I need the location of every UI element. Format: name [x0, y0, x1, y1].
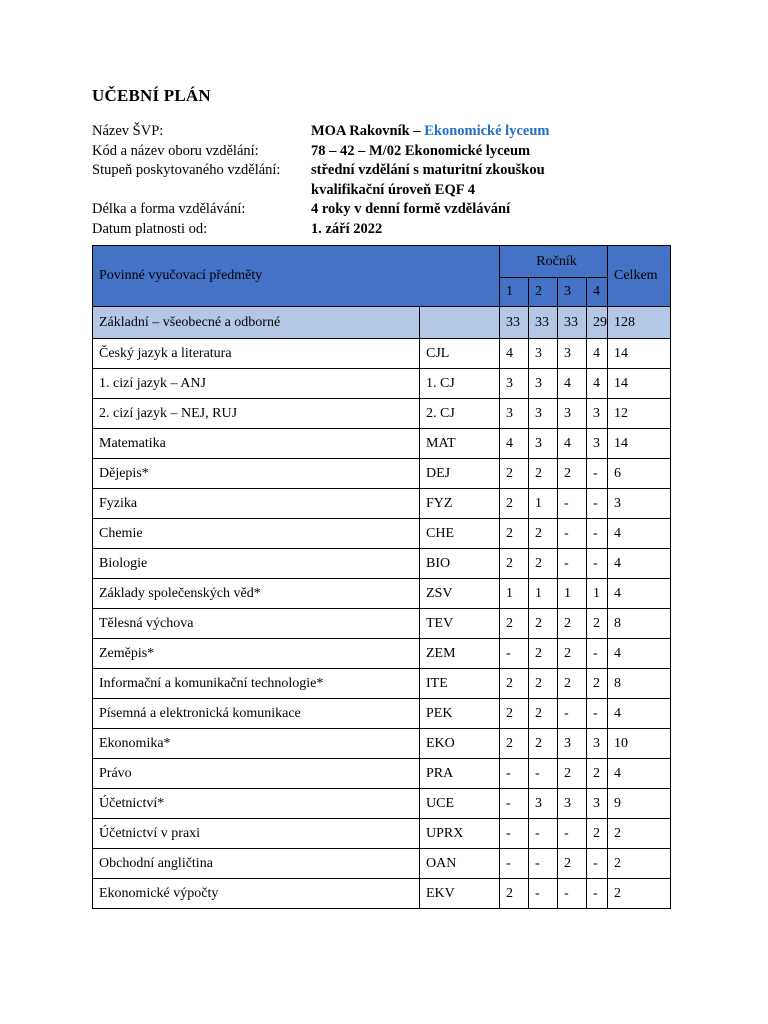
year-value-cell: 2 — [558, 669, 587, 699]
subject-cell: Obchodní angličtina — [93, 849, 420, 879]
subject-cell: Fyzika — [93, 489, 420, 519]
meta-value: 78 – 42 – M/02 Ekonomické lyceum — [311, 142, 531, 159]
year-value-cell: - — [558, 879, 587, 909]
code-cell: EKV — [420, 879, 500, 909]
total-cell: 3 — [608, 489, 671, 519]
meta-row — [92, 181, 692, 201]
table-row — [93, 339, 671, 369]
header-celkem: Celkem — [608, 246, 671, 307]
year-value-cell: 3 — [529, 429, 558, 459]
year-value-cell: 3 — [529, 369, 558, 399]
year-value-cell: 1 — [500, 579, 529, 609]
total-cell: 6 — [608, 459, 671, 489]
code-cell: MAT — [420, 429, 500, 459]
year-value-cell: - — [558, 489, 587, 519]
total-cell: 8 — [608, 609, 671, 639]
document-meta — [92, 122, 692, 239]
code-cell: FYZ — [420, 489, 500, 519]
code-cell: OAN — [420, 849, 500, 879]
table-header-row — [93, 246, 671, 278]
meta-label: Název ŠVP: — [92, 123, 164, 139]
meta-value-main: MOA Rakovník – — [311, 123, 425, 139]
year-value-cell: - — [587, 699, 608, 729]
total-cell: 4 — [608, 549, 671, 579]
year-value-cell: 2 — [500, 549, 529, 579]
year-value-cell: 3 — [529, 789, 558, 819]
year-value-cell: 2 — [558, 459, 587, 489]
table-row — [93, 369, 671, 399]
meta-value: kvalifikační úroveň EQF 4 — [311, 181, 475, 198]
year-value-cell: 4 — [558, 369, 587, 399]
table-row — [93, 789, 671, 819]
year-value-cell: 2 — [558, 639, 587, 669]
year-value-cell: - — [529, 819, 558, 849]
year-value-cell: 3 — [558, 339, 587, 369]
meta-value: střední vzdělání s maturitní zkouškou — [311, 162, 545, 178]
code-cell: UCE — [420, 789, 500, 819]
table-row — [93, 579, 671, 609]
year-value-cell: 3 — [558, 399, 587, 429]
subject-cell: Ekonomické výpočty — [93, 879, 420, 909]
subject-cell: 1. cizí jazyk – ANJ — [93, 369, 420, 399]
curriculum-table — [92, 245, 671, 909]
subject-cell: Účetnictví v praxi — [93, 819, 420, 849]
year-value-cell: 2 — [587, 759, 608, 789]
year-value-cell: 2 — [500, 729, 529, 759]
subject-cell: Právo — [93, 759, 420, 789]
year-value-cell: 1 — [587, 579, 608, 609]
group-name: Základní – všeobecné a odborné — [93, 307, 420, 339]
total-cell: 2 — [608, 849, 671, 879]
header-year: 3 — [558, 278, 587, 307]
table-row — [93, 699, 671, 729]
year-value-cell: 3 — [587, 729, 608, 759]
year-value-cell: 2 — [529, 609, 558, 639]
year-value-cell: 2 — [500, 669, 529, 699]
table-row — [93, 639, 671, 669]
meta-label — [92, 181, 311, 201]
code-cell: UPRX — [420, 819, 500, 849]
total-cell: 4 — [608, 639, 671, 669]
year-value-cell: 4 — [587, 369, 608, 399]
year-value-cell: 2 — [529, 639, 558, 669]
meta-label: Datum platnosti od: — [92, 220, 208, 237]
code-cell: EKO — [420, 729, 500, 759]
total-cell: 14 — [608, 339, 671, 369]
code-cell: PEK — [420, 699, 500, 729]
year-value-cell: 2 — [529, 459, 558, 489]
subject-cell: Dějepis* — [93, 459, 420, 489]
meta-value: 1. září 2022 — [311, 220, 383, 237]
group-value: 33 — [558, 307, 587, 339]
table-row — [93, 399, 671, 429]
total-cell: 9 — [608, 789, 671, 819]
year-value-cell: 3 — [500, 399, 529, 429]
year-value-cell: 2 — [500, 459, 529, 489]
table-row — [93, 489, 671, 519]
year-value-cell: 4 — [500, 429, 529, 459]
year-value-cell: - — [500, 639, 529, 669]
total-cell: 14 — [608, 429, 671, 459]
meta-label: Délka a forma vzdělávání: — [92, 201, 246, 217]
meta-row — [92, 142, 692, 162]
year-value-cell: - — [529, 849, 558, 879]
code-cell: CJL — [420, 339, 500, 369]
year-value-cell: 1 — [529, 579, 558, 609]
header-rocnik: Ročník — [500, 246, 608, 278]
year-value-cell: 2 — [558, 849, 587, 879]
meta-row — [92, 122, 692, 142]
year-value-cell: - — [587, 519, 608, 549]
code-cell: ITE — [420, 669, 500, 699]
table-row — [93, 519, 671, 549]
group-value: 29 — [587, 307, 608, 339]
subject-cell: Biologie — [93, 549, 420, 579]
table-row — [93, 669, 671, 699]
table-row — [93, 879, 671, 909]
header-year: 4 — [587, 278, 608, 307]
year-value-cell: - — [587, 489, 608, 519]
header-subjects: Povinné vyučovací předměty — [93, 246, 500, 307]
total-cell: 2 — [608, 879, 671, 909]
document-title: UČEBNÍ PLÁN — [92, 86, 211, 105]
subject-cell: Účetnictví* — [93, 789, 420, 819]
group-value: 33 — [529, 307, 558, 339]
year-value-cell: 2 — [587, 819, 608, 849]
subject-cell: Základy společenských věd* — [93, 579, 420, 609]
year-value-cell: - — [529, 879, 558, 909]
table-row — [93, 729, 671, 759]
table-row — [93, 459, 671, 489]
year-value-cell: - — [587, 459, 608, 489]
subject-cell: Český jazyk a literatura — [93, 339, 420, 369]
year-value-cell: - — [587, 849, 608, 879]
year-value-cell: 2 — [558, 759, 587, 789]
meta-value-accent: Ekonomické lyceum — [424, 123, 550, 139]
total-cell: 12 — [608, 399, 671, 429]
subject-cell: Tělesná výchova — [93, 609, 420, 639]
year-value-cell: 2 — [587, 669, 608, 699]
meta-label: Kód a název oboru vzdělání: — [92, 142, 259, 159]
year-value-cell: 2 — [529, 699, 558, 729]
total-cell: 4 — [608, 699, 671, 729]
total-cell: 4 — [608, 519, 671, 549]
code-cell: BIO — [420, 549, 500, 579]
subject-cell: Chemie — [93, 519, 420, 549]
year-value-cell: 3 — [558, 729, 587, 759]
code-cell: PRA — [420, 759, 500, 789]
total-cell: 4 — [608, 579, 671, 609]
year-value-cell: - — [587, 879, 608, 909]
table-row — [93, 819, 671, 849]
table-row — [93, 759, 671, 789]
code-cell: ZEM — [420, 639, 500, 669]
code-cell: CHE — [420, 519, 500, 549]
code-cell: ZSV — [420, 579, 500, 609]
year-value-cell: - — [500, 849, 529, 879]
subject-cell: Informační a komunikační technologie* — [93, 669, 420, 699]
meta-label: Stupeň poskytovaného vzdělání: — [92, 162, 281, 178]
group-total: 128 — [608, 307, 671, 339]
year-value-cell: 3 — [558, 789, 587, 819]
year-value-cell: 2 — [500, 519, 529, 549]
subject-cell: Písemná a elektronická komunikace — [93, 699, 420, 729]
year-value-cell: - — [558, 699, 587, 729]
group-row — [93, 307, 671, 339]
total-cell: 8 — [608, 669, 671, 699]
year-value-cell: 4 — [558, 429, 587, 459]
year-value-cell: 3 — [529, 399, 558, 429]
meta-row — [92, 220, 692, 240]
year-value-cell: 3 — [587, 399, 608, 429]
meta-row — [92, 161, 692, 181]
year-value-cell: 1 — [558, 579, 587, 609]
header-year: 1 — [500, 278, 529, 307]
year-value-cell: - — [500, 759, 529, 789]
year-value-cell: 3 — [587, 789, 608, 819]
code-cell: 2. CJ — [420, 399, 500, 429]
total-cell: 4 — [608, 759, 671, 789]
group-value: 33 — [500, 307, 529, 339]
meta-value: 4 roky v denní formě vzdělávání — [311, 201, 511, 217]
year-value-cell: - — [558, 519, 587, 549]
year-value-cell: - — [558, 819, 587, 849]
year-value-cell: 2 — [529, 519, 558, 549]
subject-cell: Matematika — [93, 429, 420, 459]
meta-value — [311, 122, 549, 142]
year-value-cell: 3 — [529, 339, 558, 369]
subject-cell: 2. cizí jazyk – NEJ, RUJ — [93, 399, 420, 429]
year-value-cell: 3 — [500, 369, 529, 399]
table-row — [93, 429, 671, 459]
table-row — [93, 849, 671, 879]
year-value-cell: 2 — [500, 489, 529, 519]
total-cell: 10 — [608, 729, 671, 759]
year-value-cell: 3 — [587, 429, 608, 459]
meta-row — [92, 200, 692, 220]
year-value-cell: - — [558, 549, 587, 579]
year-value-cell: - — [500, 819, 529, 849]
year-value-cell: - — [529, 759, 558, 789]
group-code-empty — [420, 307, 500, 339]
year-value-cell: 4 — [587, 339, 608, 369]
year-value-cell: 2 — [529, 669, 558, 699]
header-year: 2 — [529, 278, 558, 307]
table-row — [93, 609, 671, 639]
year-value-cell: - — [500, 789, 529, 819]
code-cell: TEV — [420, 609, 500, 639]
year-value-cell: 2 — [529, 549, 558, 579]
year-value-cell: 2 — [558, 609, 587, 639]
year-value-cell: 4 — [500, 339, 529, 369]
year-value-cell: - — [587, 549, 608, 579]
year-value-cell: 2 — [529, 729, 558, 759]
subject-cell: Zeměpis* — [93, 639, 420, 669]
year-value-cell: 2 — [500, 609, 529, 639]
table-row — [93, 549, 671, 579]
code-cell: DEJ — [420, 459, 500, 489]
subject-cell: Ekonomika* — [93, 729, 420, 759]
year-value-cell: 1 — [529, 489, 558, 519]
total-cell: 14 — [608, 369, 671, 399]
year-value-cell: - — [587, 639, 608, 669]
code-cell: 1. CJ — [420, 369, 500, 399]
total-cell: 2 — [608, 819, 671, 849]
year-value-cell: 2 — [587, 609, 608, 639]
year-value-cell: 2 — [500, 879, 529, 909]
year-value-cell: 2 — [500, 699, 529, 729]
